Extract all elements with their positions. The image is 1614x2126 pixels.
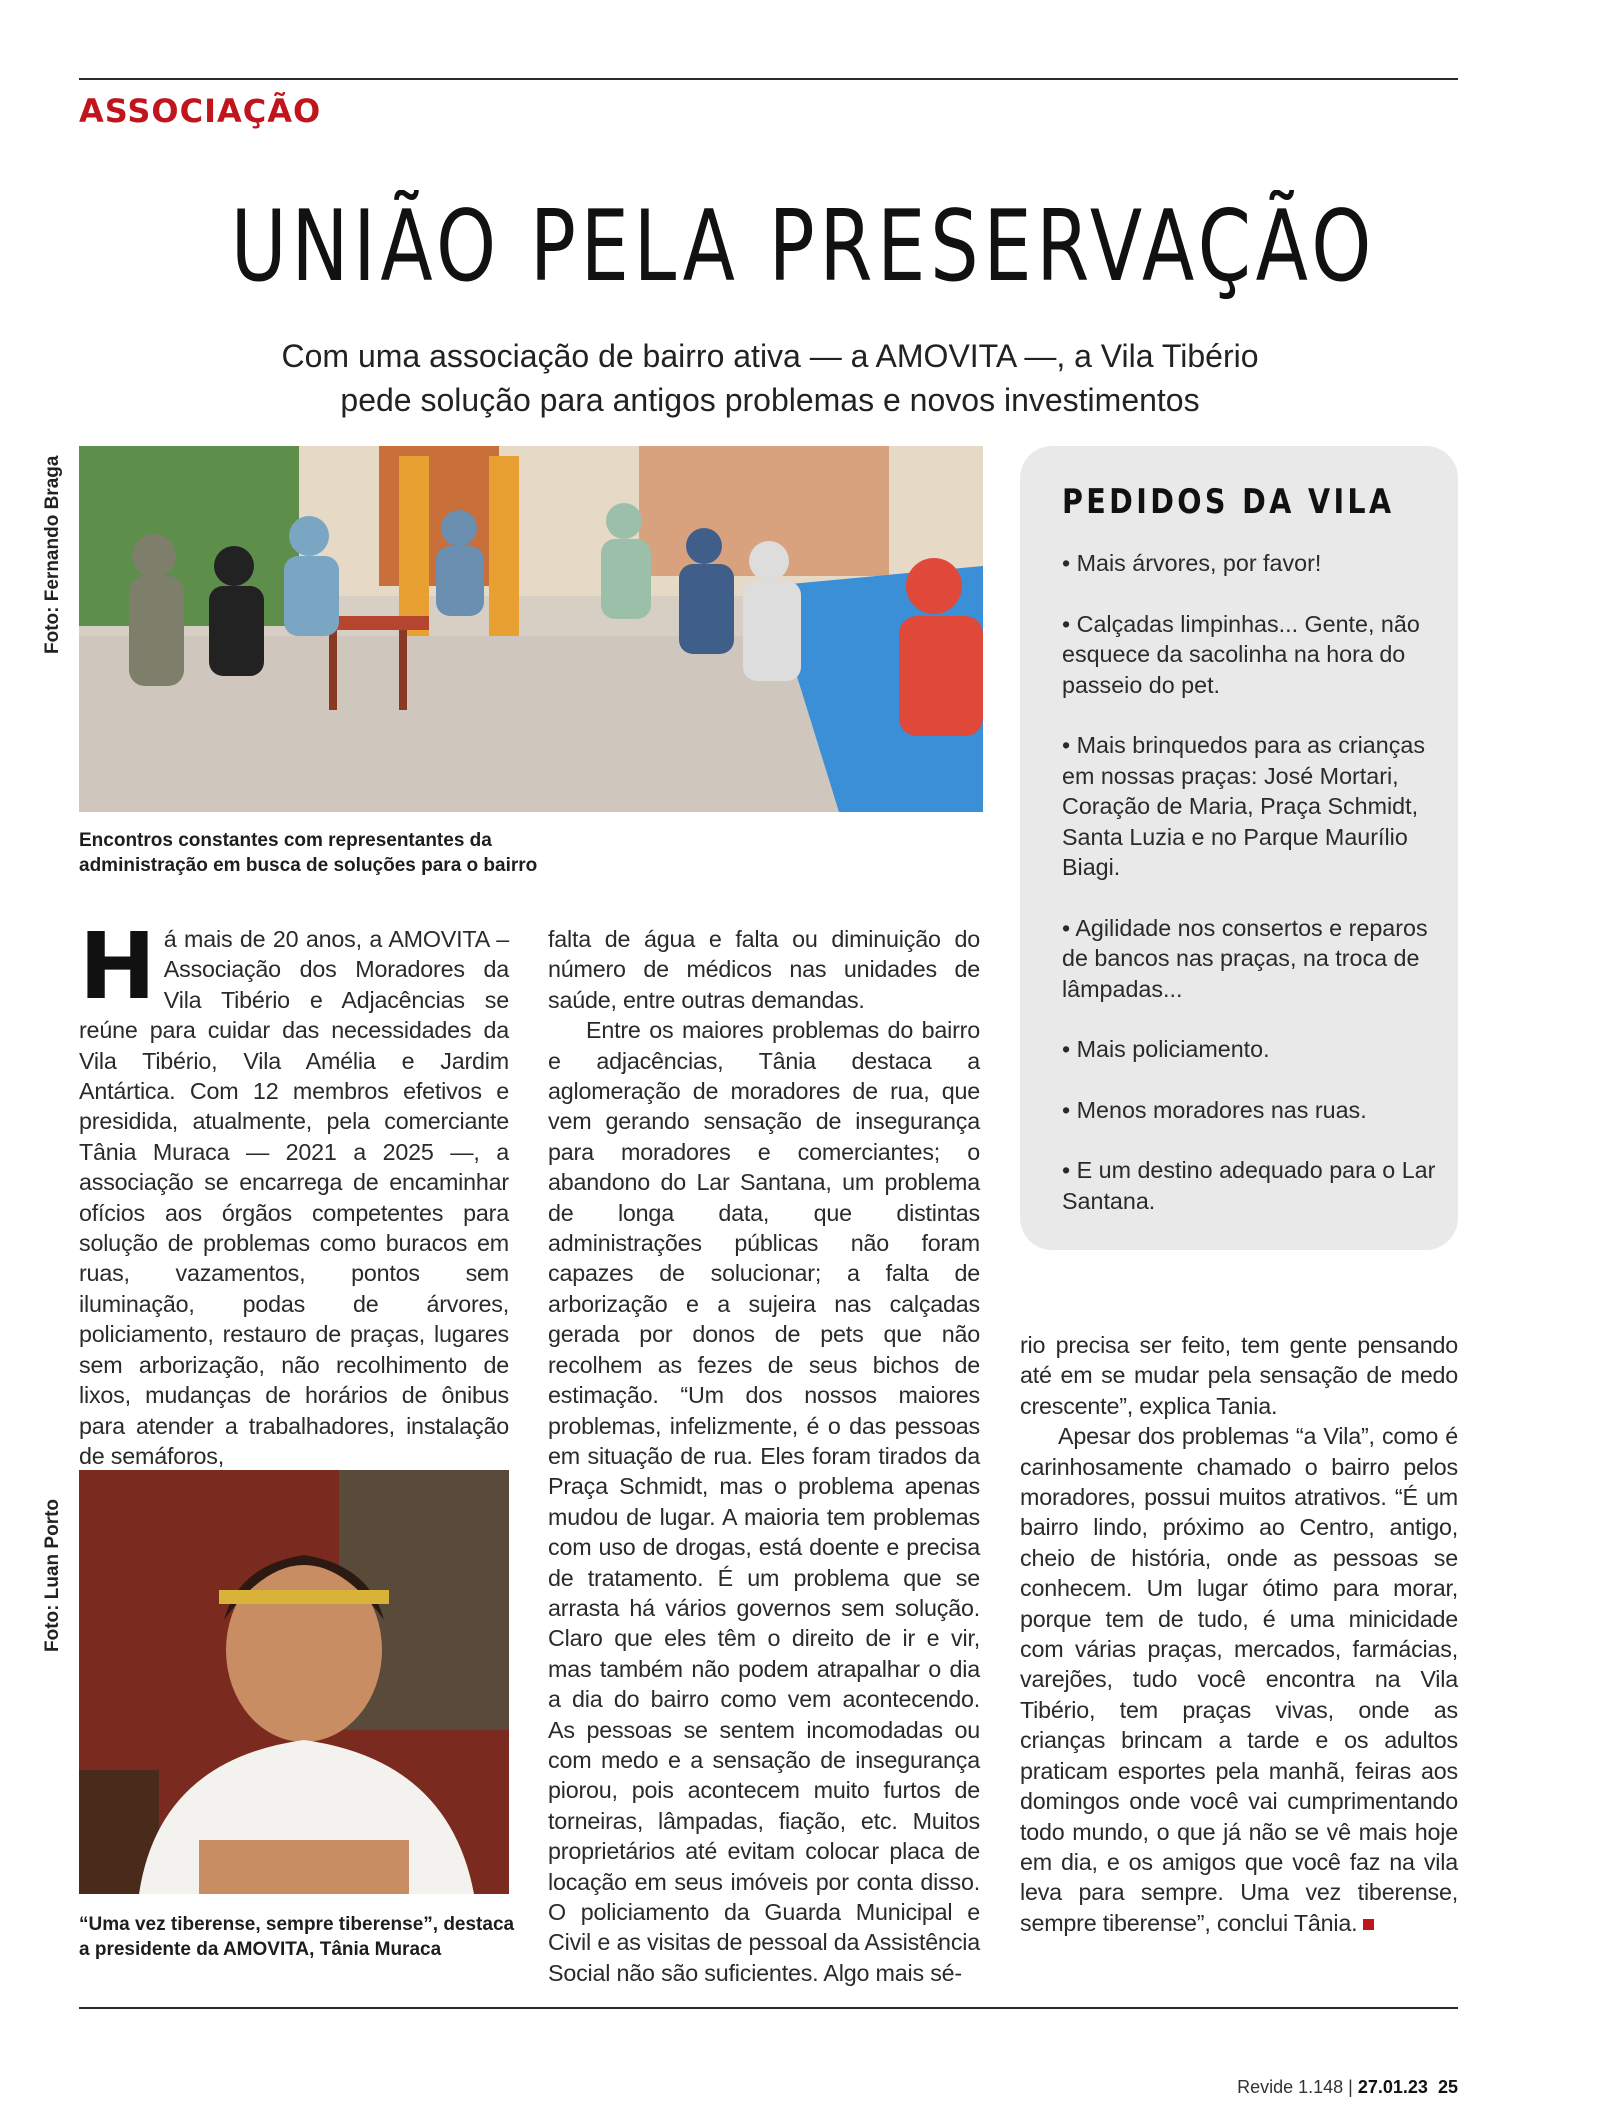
meeting-photo-caption	[79, 828, 679, 878]
page-footer	[1237, 2077, 1458, 2098]
section-label: ASSOCIAÇÃO	[79, 92, 322, 130]
closing-paragraph-text: Apesar dos problemas “a Vila”, como é carinhosamente chamado o bairro pelos moradores, possui muitos atrativos. “É um bairro lindo, próximo ao Centro, antigo, cheio de história, onde as pessoas se conhecem. Um lugar ótimo para morar, porque tem de tudo, é uma minicidade com várias praças, mercados, farmácias, varejões, tudo você encontra na Vila Tibério, tem praças vivas, onde as crianças brincam a tarde e os adultos praticam esportes pela manhã, feiras aos domingos onde você vai cumprimentando todo mundo, o que já não se vê mais hoje em dia, e os amigos que você faz na vila leva para sempre. Uma vez tiberense, sempre tiberense”, conclui Tânia.	[1020, 1423, 1458, 1936]
sidebar-item: • E um destino adequado para o Lar Santana.	[1062, 1157, 1436, 1214]
sidebar-box	[1020, 446, 1458, 1250]
portrait-photo	[79, 1470, 509, 1894]
caption-line: “Uma vez tiberense, sempre tiberense”, destaca	[79, 1914, 515, 1935]
deck-line-2: pede solução para antigos problemas e novos investimentos	[340, 382, 1200, 418]
body-column-1	[79, 913, 509, 1471]
footer-date: 27.01.23	[1357, 2077, 1428, 2097]
body-column-3	[1020, 1330, 1458, 1938]
end-mark-icon	[1363, 1919, 1374, 1930]
top-rule	[79, 78, 1458, 80]
sidebar-item: • Calçadas limpinhas... Gente, não esquece da sacolinha na hora do passeio do pet.	[1062, 610, 1420, 698]
photo-credit-2: Foto: Luan Porto	[42, 1498, 63, 1652]
portrait-photo-caption	[79, 1912, 519, 1962]
body-column-2	[548, 924, 980, 1988]
headline: UNIÃO PELA PRESERVAÇÃO	[230, 190, 1377, 304]
body-paragraph: á mais de 20 anos, a AMOVITA – Associação dos Moradores da Vila Tibério e Adjacências se reúne para cuidar das necessidades da Vila Tibério, Vila Amélia e Jardim Antártica. Com 12 membros efetivos e presidida, atualmente, pela comerciante Tânia Muraca — 2021 a 2025 —, a associação se encarrega de encaminhar ofícios aos órgãos competentes para solução de problemas como buracos em ruas, vazamentos, pontos sem iluminação, podas de árvores, policiamento, restauro de praças, lugares sem arborização, não recolhimento de lixos, mudanças de horários de ônibus para atender a trabalhadores, instalação de semáforos,	[79, 926, 509, 1469]
sidebar-item: • Menos moradores nas ruas.	[1062, 1096, 1367, 1123]
deck-line-1: Com uma associação de bairro ativa — a AMOVITA —, a Vila Tibério	[281, 338, 1259, 374]
deck	[180, 334, 1360, 422]
body-paragraph	[1020, 1421, 1458, 1938]
body-paragraph: rio precisa ser feito, tem gente pensando até em se mudar pela sensação de medo crescente”, explica Tania.	[1020, 1332, 1458, 1419]
sidebar-title: PEDIDOS DA VILA	[1062, 482, 1395, 522]
body-paragraph: Entre os maiores problemas do bairro e adjacências, Tânia destaca a aglomeração de moradores de rua, que vem gerando sensação de insegurança para moradores e comerciantes; o abandono do Lar Santana, um problema de longa data, que distintas administrações públicas não foram capazes de solucionar; a falta de arborização e a sujeira nas calçadas gerada por donos de pets que não recolhem as fezes de seus bichos de estimação. “Um dos nossos maiores problemas, infelizmente, é o das pessoas em situação de rua. Eles foram tirados da Praça Schmidt, mas o problema apenas mudou de lugar. A maioria tem problemas com uso de drogas, está doente e precisa de tratamento. É um problema que se arrasta há vários governos sem solução. Claro que eles têm o direito de ir e vir, mas também não podem atrapalhar o dia a dia do bairro como vem acontecendo. As pessoas se sentem incomodadas ou com medo e a sensação de insegurança piorou, pois acontecem muito furtos de torneiras, lâmpadas, fiação, etc. Muitos proprietários até evitam colocar placa de locação em seus imóveis por conta disso. O policiamento da Guarda Municipal e Civil e as visitas de pessoal da Assistência Social não são suficientes. Algo mais sé-	[548, 1017, 980, 1986]
page-number: 25	[1437, 2077, 1458, 2097]
sidebar-list	[1062, 548, 1442, 1246]
caption-line: administração em busca de soluções para o bairro	[79, 855, 538, 876]
caption-line: a presidente da AMOVITA, Tânia Muraca	[79, 1939, 442, 1960]
sidebar-item: • Agilidade nos consertos e reparos de bancos nas praças, na troca de lâmpadas...	[1062, 914, 1428, 1002]
photo-credit-1: Foto: Fernando Braga	[42, 455, 63, 654]
sidebar-item: • Mais policiamento.	[1062, 1036, 1270, 1062]
drop-cap: H	[79, 913, 156, 1020]
caption-line: Encontros constantes com representantes da	[79, 830, 492, 851]
sidebar-item: • Mais árvores, por favor!	[1062, 550, 1322, 576]
footer-magazine: Revide 1.148	[1237, 2077, 1344, 2097]
bottom-rule	[79, 2007, 1458, 2009]
meeting-photo	[79, 446, 983, 812]
sidebar-item: • Mais brinquedos para as crianças em nossas praças: José Mortari, Coração de Maria, Praça Schmidt, Santa Luzia e no Parque Maurílio Biagi.	[1062, 732, 1425, 880]
body-paragraph: falta de água e falta ou diminuição do número de médicos nas unidades de saúde, entre outras demandas.	[548, 926, 980, 1013]
footer-separator: |	[1348, 2077, 1353, 2097]
